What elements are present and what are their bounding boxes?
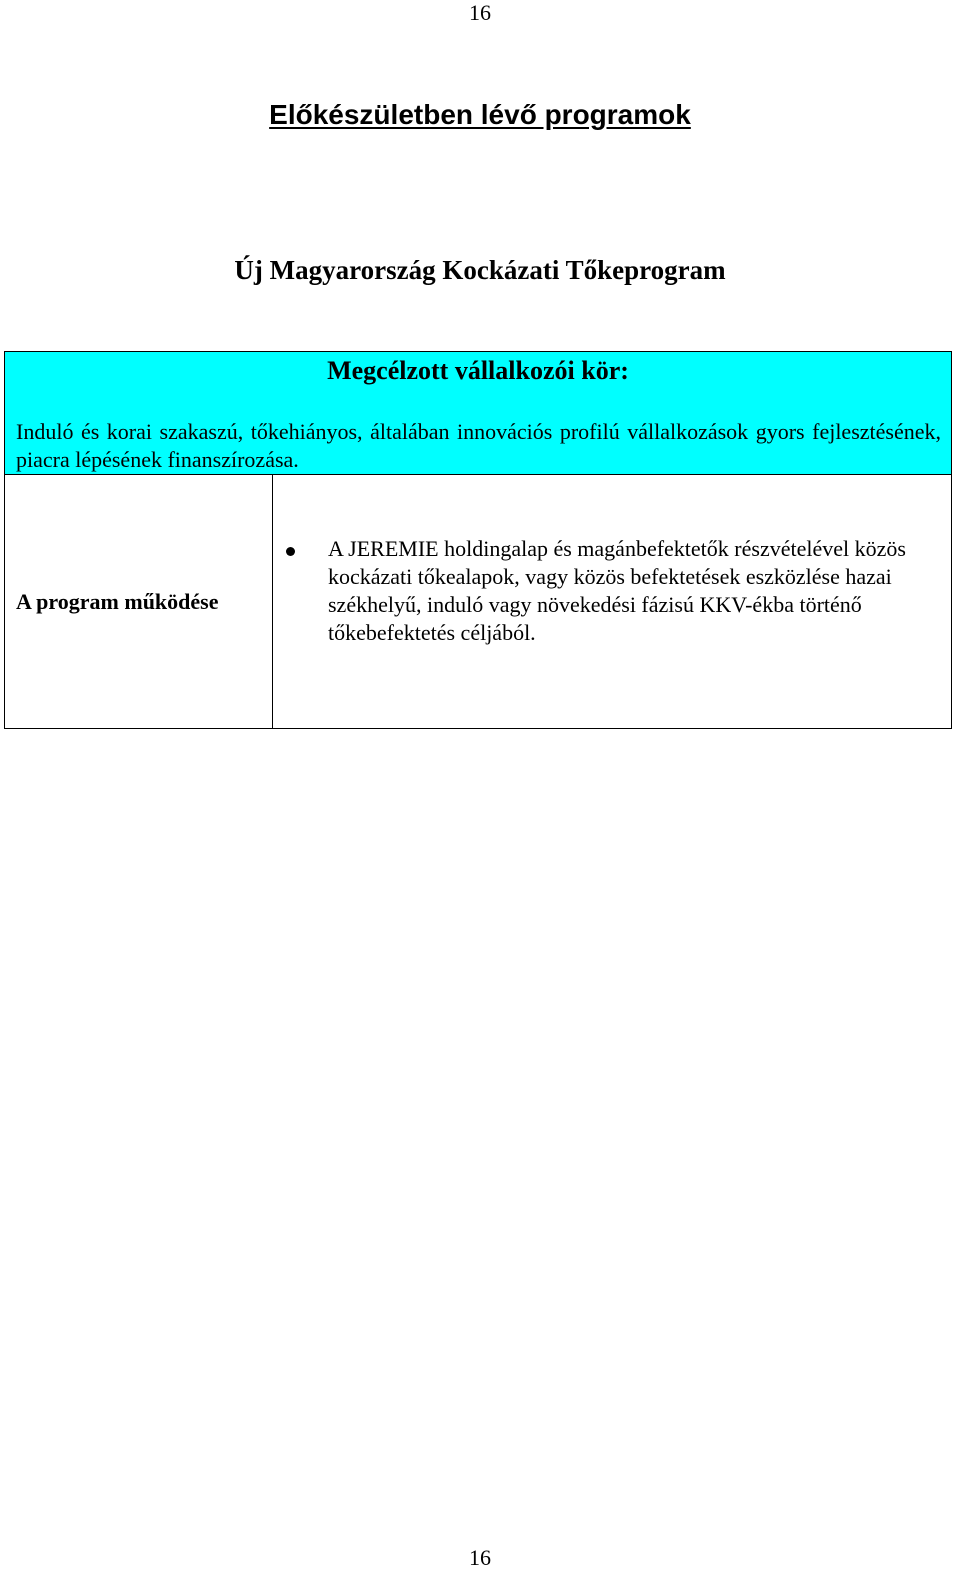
program-title: Új Magyarország Kockázati Tőkeprogram <box>234 255 726 285</box>
page-number-top: 16 <box>469 0 491 25</box>
target-audience-heading: Megcélzott vállalkozói kör: <box>327 356 629 385</box>
operation-label-cell <box>5 475 273 728</box>
bullet-dot-icon <box>286 547 295 556</box>
target-audience-text: Induló és korai szakaszú, tőkehiányos, általában innovációs profilú vállalkozások gyors fejlesztésének, piacra lépésének finanszírozása. <box>16 419 941 472</box>
operation-label: A program működése <box>16 589 219 614</box>
program-table <box>4 351 952 729</box>
page-number-bottom: 16 <box>469 1545 491 1570</box>
target-audience-band <box>5 352 951 475</box>
section-heading: Előkészületben lévő programok <box>269 99 691 130</box>
operation-bullet-text: A JEREMIE holdingalap és magánbefektetők részvételével közös kockázati tőkealapok, vagy közös befektetések eszközlése hazai székhelyű, induló vagy növekedési fázisú KKV-ékba történő tőkebefektetés céljából. <box>328 536 906 645</box>
operation-content-cell <box>273 475 951 728</box>
